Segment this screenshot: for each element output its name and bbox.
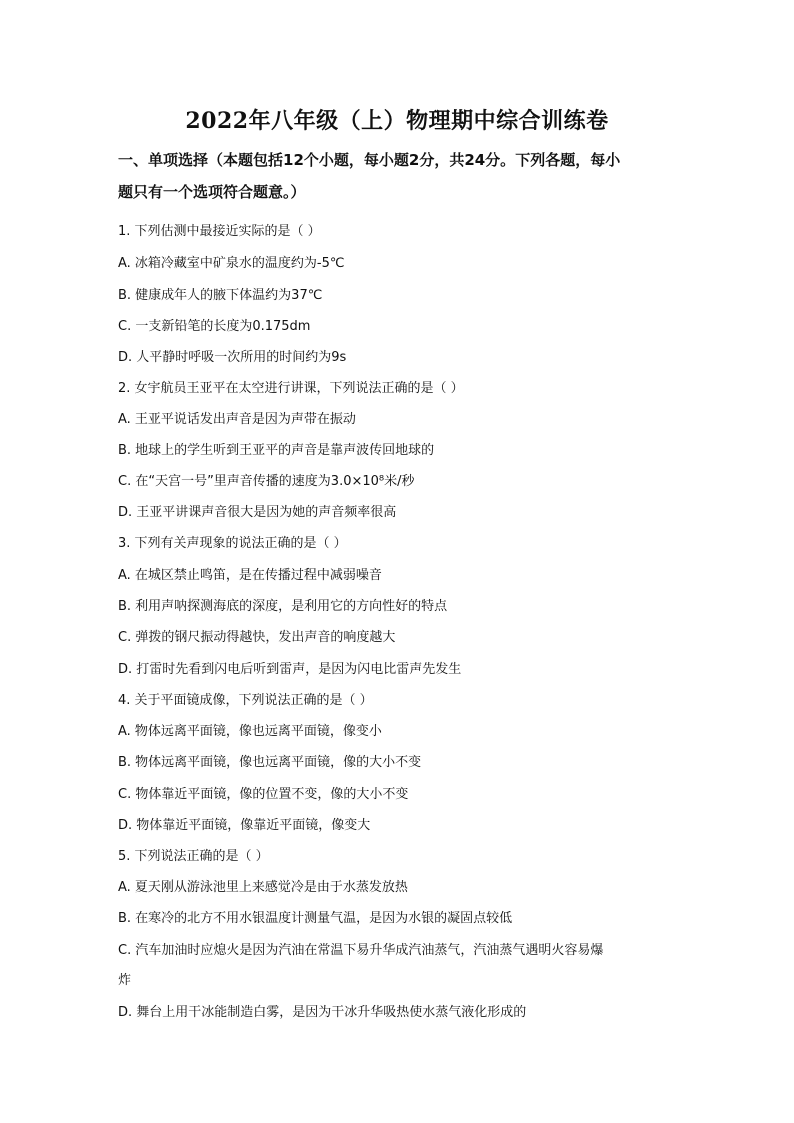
question-3-option-a: A. 在城区禁止鸣笛，是在传播过程中减弱噪音 <box>118 568 382 583</box>
question-5-stem: 5. 下列说法正确的是（ ） <box>118 849 269 864</box>
question-2-option-b: B. 地球上的学生听到王亚平的声音是靠声波传回地球的 <box>118 443 435 458</box>
question-1-stem: 1. 下列估测中最接近实际的是（ ） <box>118 224 321 239</box>
question-5-option-a: A. 夏天刚从游泳池里上来感觉冷是由于水蒸发放热 <box>118 880 408 895</box>
question-3-stem: 3. 下列有关声现象的说法正确的是（ ） <box>118 536 347 551</box>
section-heading <box>118 144 678 208</box>
question-4-option-c: C. 物体靠近平面镜，像的位置不变，像的大小不变 <box>118 787 409 802</box>
question-5-option-b: B. 在寒冷的北方不用水银温度计测量气温，是因为水银的凝固点较低 <box>118 911 513 926</box>
question-3-option-d: D. 打雷时先看到闪电后听到雷声，是因为闪电比雷声先发生 <box>118 662 462 677</box>
question-5-option-c-continued: 炸 <box>118 973 132 988</box>
question-3-option-c: C. 弹拨的钢尺振动得越快，发出声音的响度越大 <box>118 630 396 645</box>
question-2-option-a: A. 王亚平说话发出声音是因为声带在振动 <box>118 412 356 427</box>
question-4-option-d: D. 物体靠近平面镜，像靠近平面镜，像变大 <box>118 818 371 833</box>
question-4-stem: 4. 关于平面镜成像，下列说法正确的是（ ） <box>118 693 373 708</box>
question-1-option-d: D. 人平静时呼吸一次所用的时间约为9s <box>118 350 347 365</box>
question-3-option-b: B. 利用声呐探测海底的深度，是利用它的方向性好的特点 <box>118 599 448 614</box>
question-4-option-b: B. 物体远离平面镜，像也远离平面镜，像的大小不变 <box>118 755 422 770</box>
question-1-option-b: B. 健康成年人的腋下体温约为37℃ <box>118 288 323 303</box>
question-5-option-d: D. 舞台上用干冰能制造白雾，是因为干冰升华吸热使水蒸气液化形成的 <box>118 1005 527 1020</box>
question-1-option-c: C. 一支新铅笔的长度为0.175dm <box>118 319 311 334</box>
question-4-option-a: A. 物体远离平面镜，像也远离平面镜，像变小 <box>118 724 382 739</box>
page-title: 2022年八年级（上）物理期中综合训练卷 <box>185 108 609 134</box>
question-2-stem: 2. 女宇航员王亚平在太空进行讲课，下列说法正确的是（ ） <box>118 381 464 396</box>
question-5-option-c: C. 汽车加油时应熄火是因为汽油在常温下易升华成汽油蒸气，汽油蒸气遇明火容易爆 <box>118 943 604 958</box>
section-heading-line-2: 题只有一个选项符合题意。） <box>118 183 306 201</box>
question-2-option-c: C. 在“天宫一号”里声音传播的速度为3.0×10⁸米/秒 <box>118 474 415 489</box>
section-heading-line-1: 一、单项选择（本题包括12个小题，每小题2分，共24分。下列各题，每小 <box>118 151 621 169</box>
question-2-option-d: D. 王亚平讲课声音很大是因为她的声音频率很高 <box>118 505 397 520</box>
question-1-option-a: A. 冰箱冷藏室中矿泉水的温度约为-5℃ <box>118 256 345 271</box>
